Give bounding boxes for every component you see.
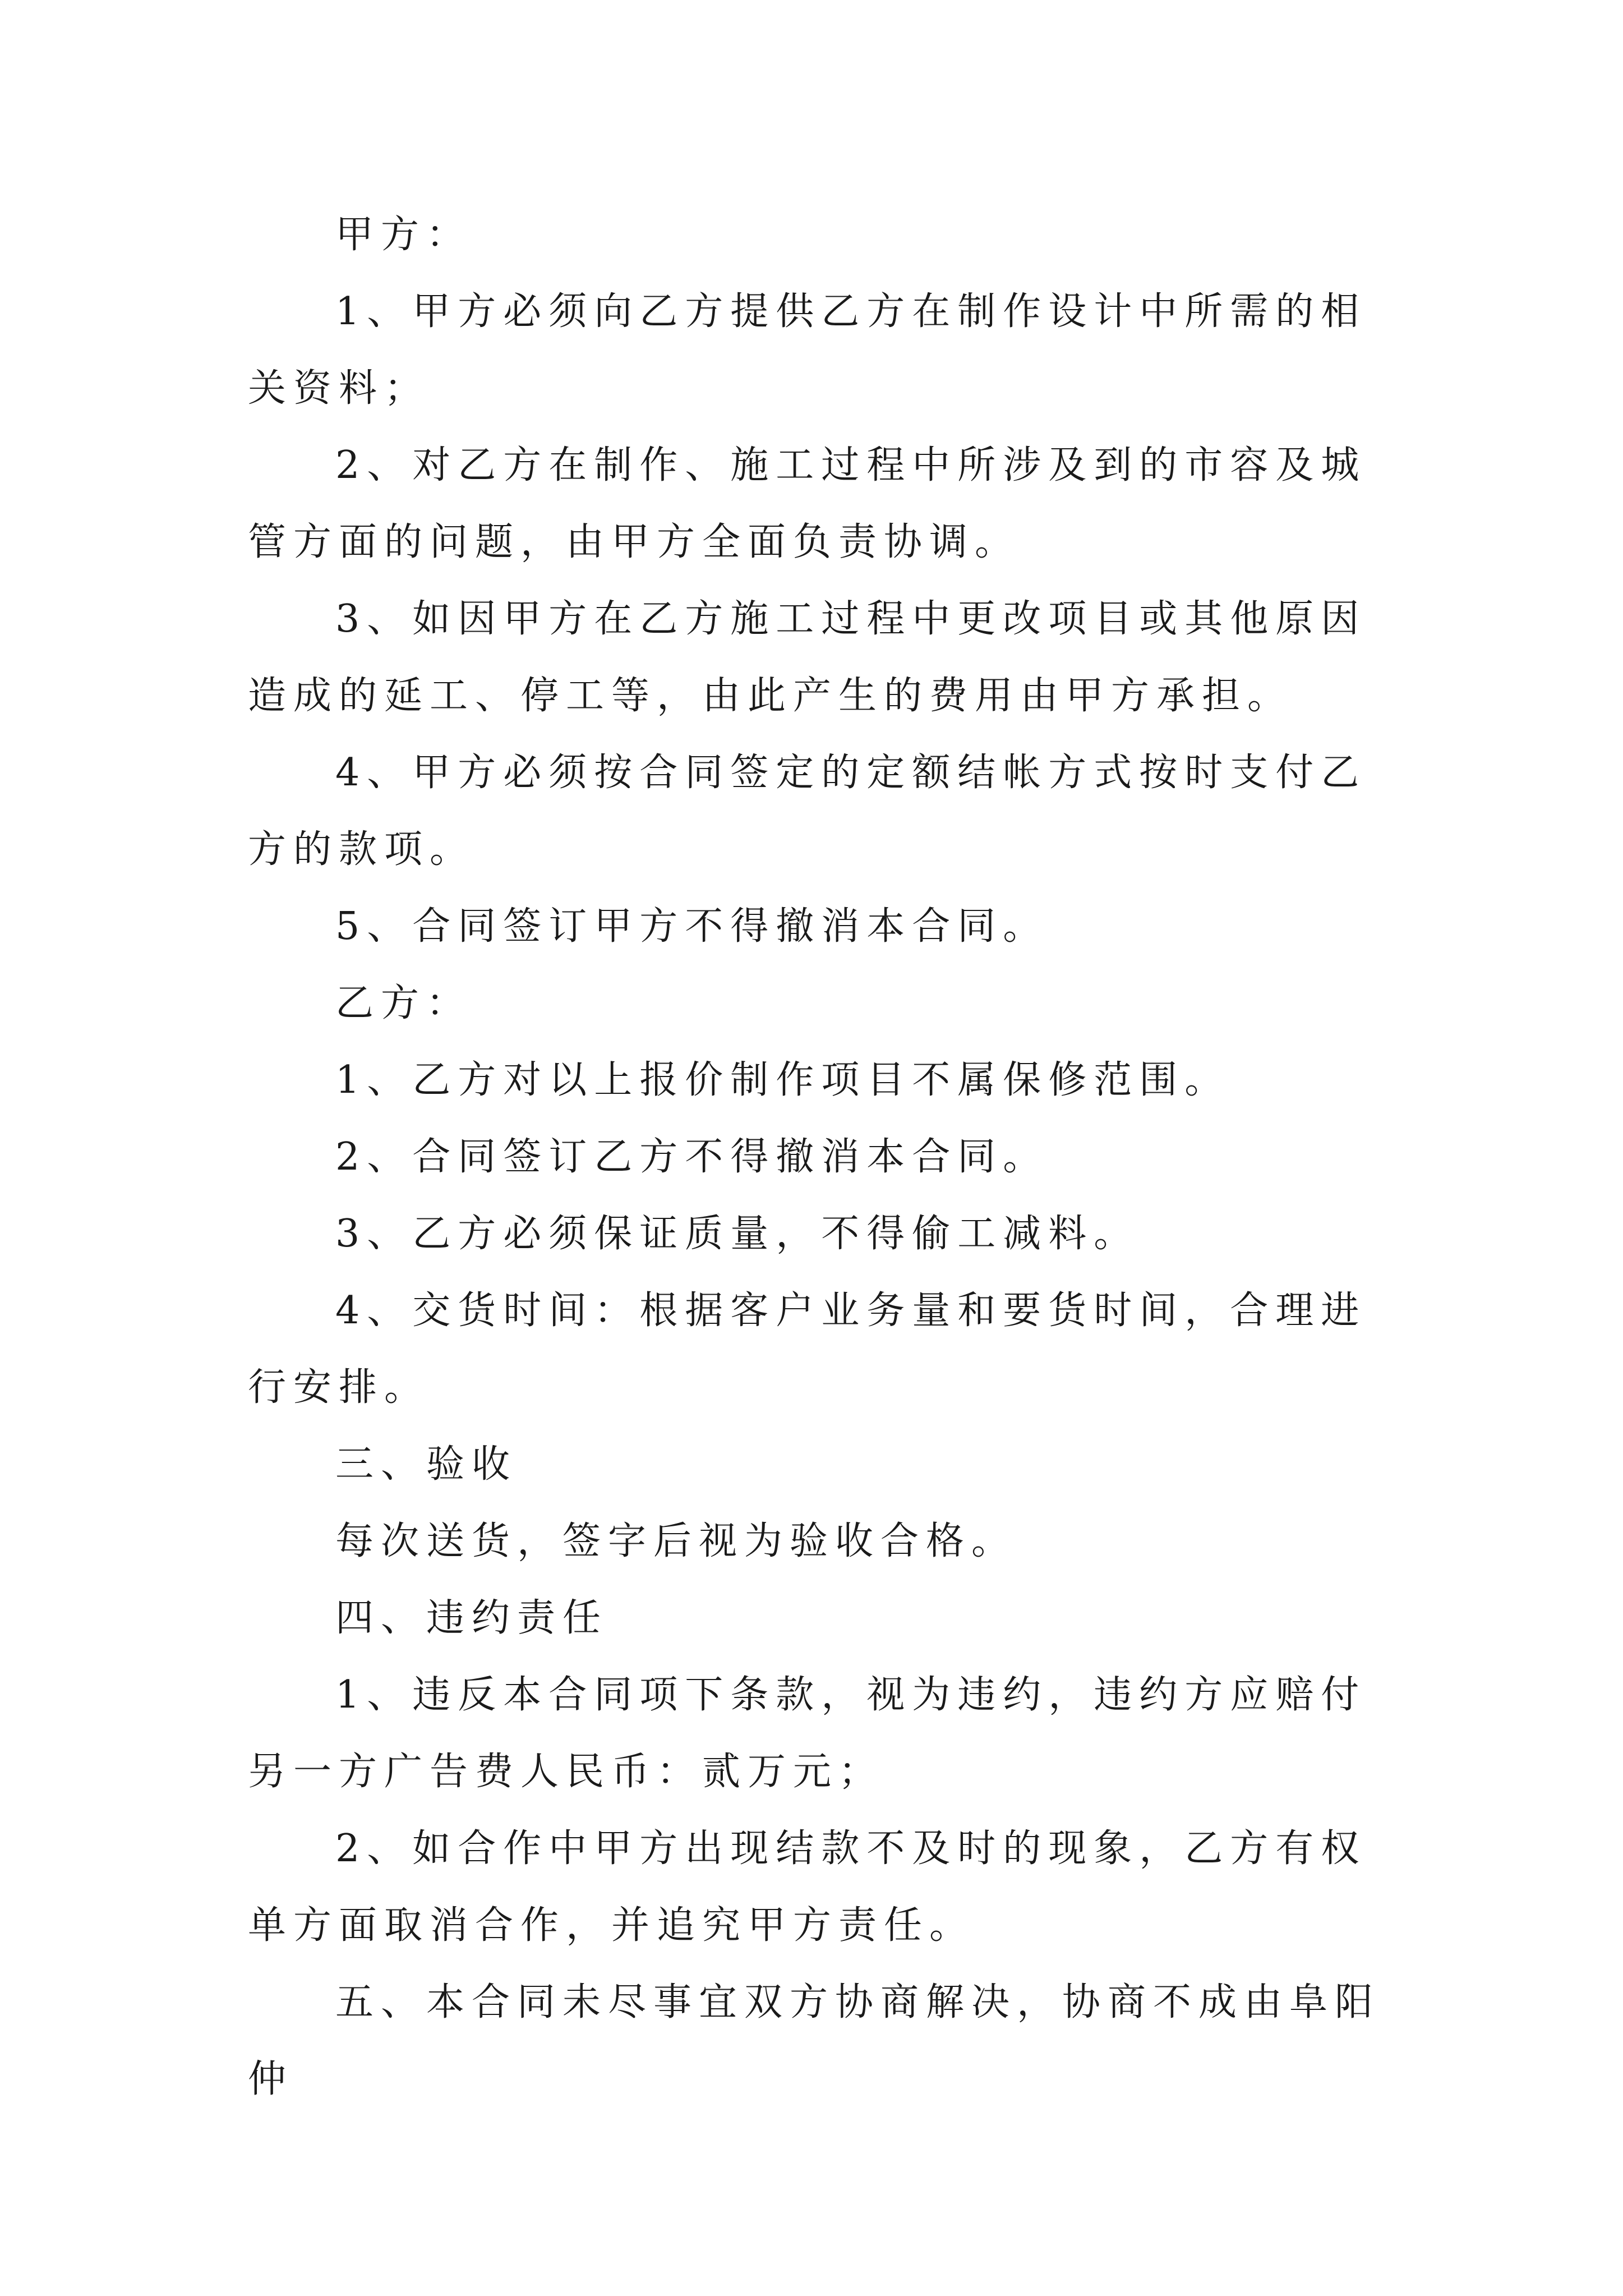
acceptance-text: 每次送货，签字后视为验收合格。 [335,1519,1017,1563]
liability-clause-1: 1、违反本合同项下条款，视为违约，违约方应赔付另一方广告费人民币：贰万元； [248,1673,1367,1794]
party-b-heading: 乙方： [335,981,472,1025]
acceptance-heading: 三、验收 [335,1442,518,1487]
party-b-clause-4: 4、交货时间：根据客户业务量和要货时间，合理进行安排。 [248,1289,1367,1410]
party-a-clause-3: 3、如因甲方在乙方施工过程中更改项目或其他原因造成的延工、停工等，由此产生的费用由甲方承担。 [248,597,1367,718]
party-b-clause-3: 3、乙方必须保证质量，不得偷工减料。 [335,1212,1140,1256]
party-b-clause-2: 2、合同签订乙方不得撤消本合同。 [335,1135,1049,1179]
party-a-clause-4: 4、甲方必须按合同签定的定额结帐方式按时支付乙方的款项。 [248,751,1367,872]
party-a-clause-1: 1、甲方必须向乙方提供乙方在制作设计中所需的相关资料； [248,289,1367,411]
liability-clause-2: 2、如合作中甲方出现结款不及时的现象，乙方有权单方面取消合作，并追究甲方责任。 [248,1826,1367,1948]
liability-heading: 四、违约责任 [335,1596,608,1640]
party-a-heading: 甲方： [335,213,472,257]
party-a-clause-5: 5、合同签订甲方不得撤消本合同。 [335,904,1049,949]
party-b-clause-1: 1、乙方对以上报价制作项目不属保修范围。 [335,1058,1230,1102]
party-a-clause-2: 2、对乙方在制作、施工过程中所涉及到的市容及城管方面的问题，由甲方全面负责协调。 [248,443,1367,564]
contract-text [248,196,1392,2118]
dispute-clause: 五、本合同未尽事宜双方协商解决，协商不成由阜阳仲 [248,1980,1381,2101]
